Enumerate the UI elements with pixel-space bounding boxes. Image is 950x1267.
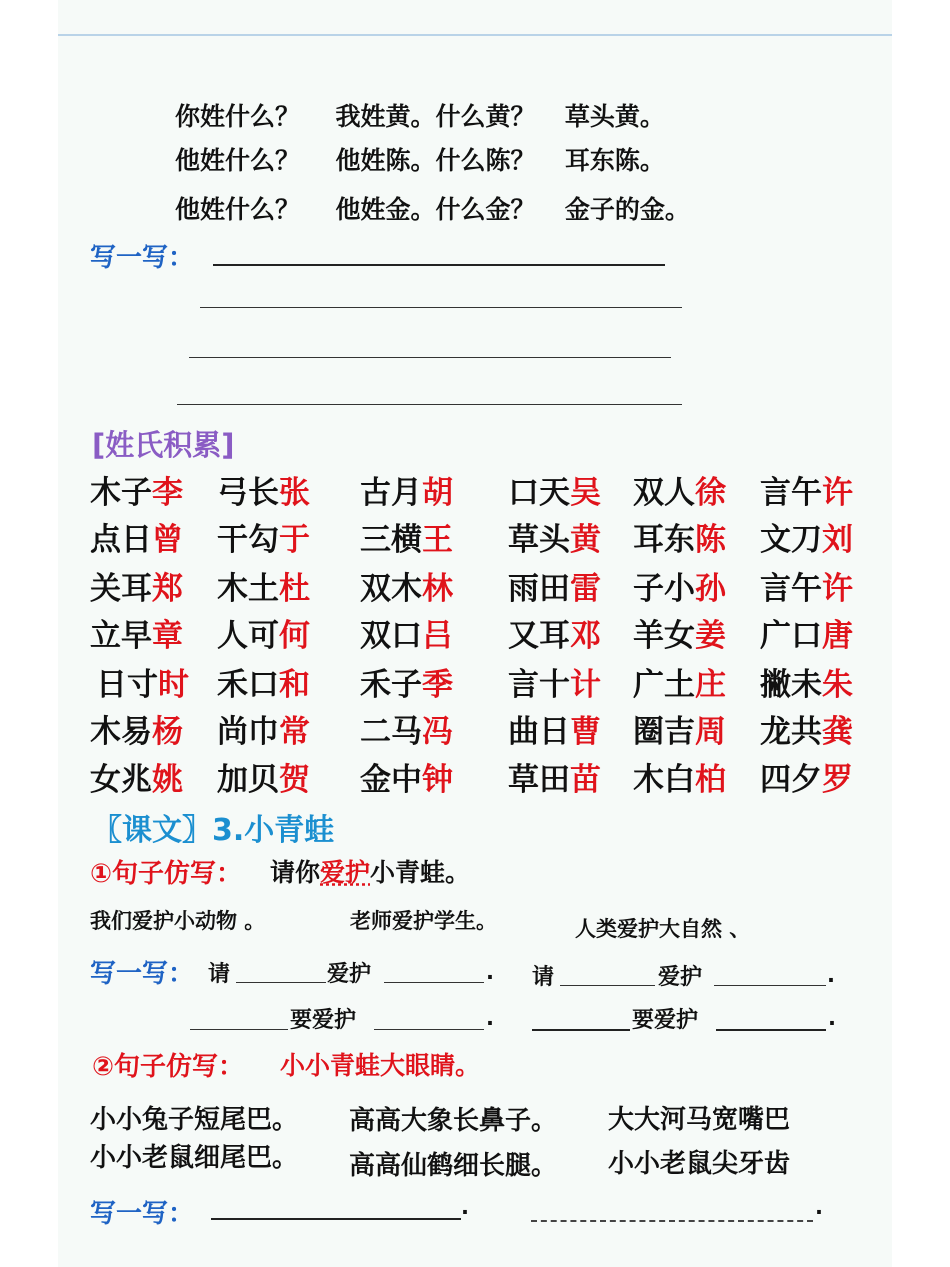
surname-parts: 尚巾 (217, 714, 279, 750)
ex2-col1-line2: 小小老鼠细尾巴。 (90, 1143, 299, 1173)
fill2-blank-b[interactable] (714, 985, 826, 986)
surname-parts: 加贝 (217, 762, 279, 798)
exercise1-model (270, 853, 470, 889)
surname-parts: 又耳 (508, 618, 570, 654)
dialog-q2: 。什么黄？ (410, 102, 536, 131)
fill4-blank-a[interactable] (532, 1029, 630, 1031)
surname-char: 姜 (695, 618, 726, 654)
surname-entry (508, 754, 601, 799)
surname-char: 于 (279, 522, 310, 558)
fill4-blank-b[interactable] (716, 1029, 826, 1031)
surname-char: 许 (822, 571, 853, 607)
surname-entry (760, 754, 853, 799)
surname-parts: 禾子 (360, 667, 422, 703)
surname-char: 何 (279, 618, 310, 654)
surname-entry (360, 706, 453, 751)
surname-parts: 言午 (760, 571, 822, 607)
surname-entry (217, 659, 310, 704)
surname-entry (96, 659, 189, 704)
surname-parts: 龙共 (760, 714, 822, 750)
surname-parts: 立早 (90, 618, 152, 654)
surname-entry (508, 467, 601, 512)
surname-char: 郑 (152, 571, 183, 607)
surname-char: 雷 (570, 571, 601, 607)
surname-char: 孙 (695, 571, 726, 607)
surname-char: 常 (279, 714, 310, 750)
surname-char: 唐 (822, 618, 853, 654)
surname-entry (508, 659, 601, 704)
dialog-line-2 (175, 141, 665, 177)
surname-char: 陈 (695, 522, 726, 558)
surname-parts: 人可 (217, 618, 279, 654)
surname-parts: 撇未 (760, 667, 822, 703)
surname-parts: 弓长 (217, 475, 279, 511)
surname-char: 冯 (422, 714, 453, 750)
surname-parts: 羊女 (633, 618, 695, 654)
surname-char: 庄 (695, 667, 726, 703)
surname-parts: 古月 (360, 475, 422, 511)
surname-entry (90, 610, 183, 655)
dialog-q2: 。什么陈？ (410, 146, 536, 175)
surname-entry (360, 610, 453, 655)
example-2: 老师爱护学生。 (350, 909, 497, 933)
fill3-blank-a[interactable] (190, 1029, 288, 1030)
surname-parts: 雨田 (508, 571, 570, 607)
surname-entry (90, 514, 183, 559)
fill2-keyword: 爱护 (658, 965, 703, 990)
surname-char: 徐 (695, 475, 726, 511)
dialog-q2: 。什么金？ (410, 195, 536, 224)
surname-char: 许 (822, 475, 853, 511)
top-divider (58, 34, 892, 36)
surname-entry (360, 563, 453, 608)
surname-char: 计 (570, 667, 601, 703)
surname-parts: 木易 (90, 714, 152, 750)
surname-entry (90, 754, 183, 799)
surname-entry (508, 514, 601, 559)
surname-parts: 广口 (760, 618, 822, 654)
surname-entry (760, 514, 853, 559)
model-keyword: 爱护 (320, 858, 371, 887)
ex2-col2-line2: 高高仙鹤细长腿。 (349, 1151, 558, 1181)
surname-entry (217, 706, 310, 751)
surname-parts: 言十 (508, 667, 570, 703)
surname-entry (760, 610, 853, 655)
surname-parts: 日寸 (96, 667, 158, 703)
surname-parts: 子小 (633, 571, 695, 607)
surname-char: 胡 (422, 475, 453, 511)
surname-char: 张 (279, 475, 310, 511)
surname-entry (633, 514, 726, 559)
model-part: 请你 (270, 858, 321, 887)
surname-parts: 金中 (360, 762, 422, 798)
surname-char: 柏 (695, 762, 726, 798)
fill2-blank-a[interactable] (560, 985, 655, 986)
surname-char: 苗 (570, 762, 601, 798)
write-label: 写一写： (90, 243, 195, 273)
dialog-a: 我姓黄 (335, 102, 411, 131)
surname-entry (633, 754, 726, 799)
fill3-blank-b[interactable] (374, 1029, 484, 1030)
surname-entry (360, 754, 453, 799)
surname-entry (633, 563, 726, 608)
surname-char: 曹 (570, 714, 601, 750)
surname-char: 吴 (570, 475, 601, 511)
surname-char: 邓 (570, 618, 601, 654)
ex2-col2-line1: 高高大象长鼻子。 (349, 1106, 558, 1136)
surname-entry (360, 467, 453, 512)
surname-parts: 草头 (508, 522, 570, 558)
fill3-end: . (486, 1006, 494, 1030)
surname-entry (760, 659, 853, 704)
surname-parts: 木土 (217, 571, 279, 607)
surname-char: 贺 (279, 762, 310, 798)
dialog-q: 他姓什么？ (175, 146, 301, 175)
surname-parts: 二马 (360, 714, 422, 750)
ex2-col1-line1: 小小兔子短尾巴。 (90, 1105, 299, 1135)
write-line-2[interactable] (200, 307, 682, 308)
dialog-q: 他姓什么？ (175, 195, 301, 224)
surname-entry (360, 659, 453, 704)
write-line-4[interactable] (177, 404, 682, 405)
surname-entry (508, 563, 601, 608)
surname-entry (633, 610, 726, 655)
surname-parts: 言午 (760, 475, 822, 511)
surname-entry (217, 610, 310, 655)
surname-char: 李 (152, 475, 183, 511)
dialog-a2: 草头黄。 (564, 102, 665, 131)
surname-entry (90, 563, 183, 608)
fill2-end: . (827, 963, 835, 987)
dialog-a2: 金子的金。 (564, 195, 690, 224)
surname-char: 钟 (422, 762, 453, 798)
surname-char: 黄 (570, 522, 601, 558)
surname-parts: 点日 (90, 522, 152, 558)
example-1: 我们爱护小动物 。 (90, 909, 266, 933)
fill1-end: . (486, 960, 494, 984)
surname-parts: 木白 (633, 762, 695, 798)
surname-section-title: [姓氏积累] (92, 428, 235, 462)
dialog-a: 他姓陈 (335, 146, 411, 175)
ex2-col3-line2: 小小老鼠尖牙齿 (608, 1149, 791, 1179)
fill3-keyword: 要爱护 (290, 1008, 357, 1033)
surname-entry (217, 563, 310, 608)
write-line-1[interactable] (213, 264, 665, 266)
surname-parts: 女兆 (90, 762, 152, 798)
fill2-prefix: 请 (532, 965, 555, 990)
dialog-line-3 (175, 190, 690, 226)
surname-parts: 三横 (360, 522, 422, 558)
surname-char: 章 (152, 618, 183, 654)
surname-char: 时 (158, 667, 189, 703)
surname-parts: 木子 (90, 475, 152, 511)
lesson-title: 〖课文〗3.小青蛙 (92, 813, 335, 848)
surname-entry (90, 467, 183, 512)
surname-parts: 干勾 (217, 522, 279, 558)
fill1-blank-b[interactable] (384, 982, 484, 983)
surname-char: 杨 (152, 714, 183, 750)
surname-parts: 双木 (360, 571, 422, 607)
surname-entry (508, 706, 601, 751)
surname-parts: 四夕 (760, 762, 822, 798)
ex2-col3-line1: 大大河马宽嘴巴 (608, 1105, 791, 1135)
fill1-blank-a[interactable] (236, 982, 326, 983)
surname-char: 罗 (822, 762, 853, 798)
surname-parts: 双口 (360, 618, 422, 654)
fill4-keyword: 要爱护 (632, 1008, 699, 1033)
surname-parts: 曲日 (508, 714, 570, 750)
dialog-a2: 耳东陈。 (564, 146, 665, 175)
ex2-end-1: . (461, 1195, 469, 1219)
surname-entry (633, 706, 726, 751)
surname-parts: 关耳 (90, 571, 152, 607)
example-3: 人类爱护大自然 、 (575, 917, 751, 941)
surname-entry (633, 467, 726, 512)
surname-parts: 耳东 (633, 522, 695, 558)
surname-entry (217, 467, 310, 512)
surname-char: 龚 (822, 714, 853, 750)
exercise2-model: 小小青蛙大眼睛。 (280, 1051, 481, 1080)
dialog-line-1 (175, 97, 665, 133)
surname-char: 林 (422, 571, 453, 607)
ex2-write-line-1[interactable] (211, 1218, 461, 1220)
write-line-3[interactable] (189, 357, 671, 358)
ex2-write-line-2[interactable] (531, 1220, 813, 1222)
surname-parts: 广土 (633, 667, 695, 703)
surname-char: 周 (695, 714, 726, 750)
model-part: 小青蛙。 (370, 858, 471, 887)
surname-char: 刘 (822, 522, 853, 558)
surname-char: 杜 (279, 571, 310, 607)
dialog-a: 他姓金 (335, 195, 411, 224)
surname-entry (760, 467, 853, 512)
surname-entry (760, 563, 853, 608)
fill1-prefix: 请 (208, 962, 231, 987)
surname-parts: 圈吉 (633, 714, 695, 750)
surname-char: 曾 (152, 522, 183, 558)
exercise1-label: ①句子仿写： (90, 859, 243, 889)
surname-parts: 双人 (633, 475, 695, 511)
surname-char: 王 (422, 522, 453, 558)
write-label: 写一写： (90, 1199, 195, 1229)
fill4-end: . (828, 1006, 836, 1030)
surname-entry (508, 610, 601, 655)
surname-entry (360, 514, 453, 559)
surname-entry (90, 706, 183, 751)
surname-entry (760, 706, 853, 751)
surname-parts: 草田 (508, 762, 570, 798)
surname-char: 朱 (822, 667, 853, 703)
exercise2-label: ②句子仿写： (92, 1052, 245, 1082)
dialog-q: 你姓什么？ (175, 102, 301, 131)
surname-entry (217, 514, 310, 559)
surname-parts: 文刀 (760, 522, 822, 558)
fill1-keyword: 爱护 (327, 962, 372, 987)
surname-parts: 禾口 (217, 667, 279, 703)
surname-char: 和 (279, 667, 310, 703)
write-label: 写一写： (90, 959, 195, 989)
surname-entry (217, 754, 310, 799)
surname-parts: 口天 (508, 475, 570, 511)
ex2-end-2: . (815, 1195, 823, 1219)
surname-char: 姚 (152, 762, 183, 798)
surname-char: 季 (422, 667, 453, 703)
surname-entry (633, 659, 726, 704)
surname-char: 吕 (422, 618, 453, 654)
